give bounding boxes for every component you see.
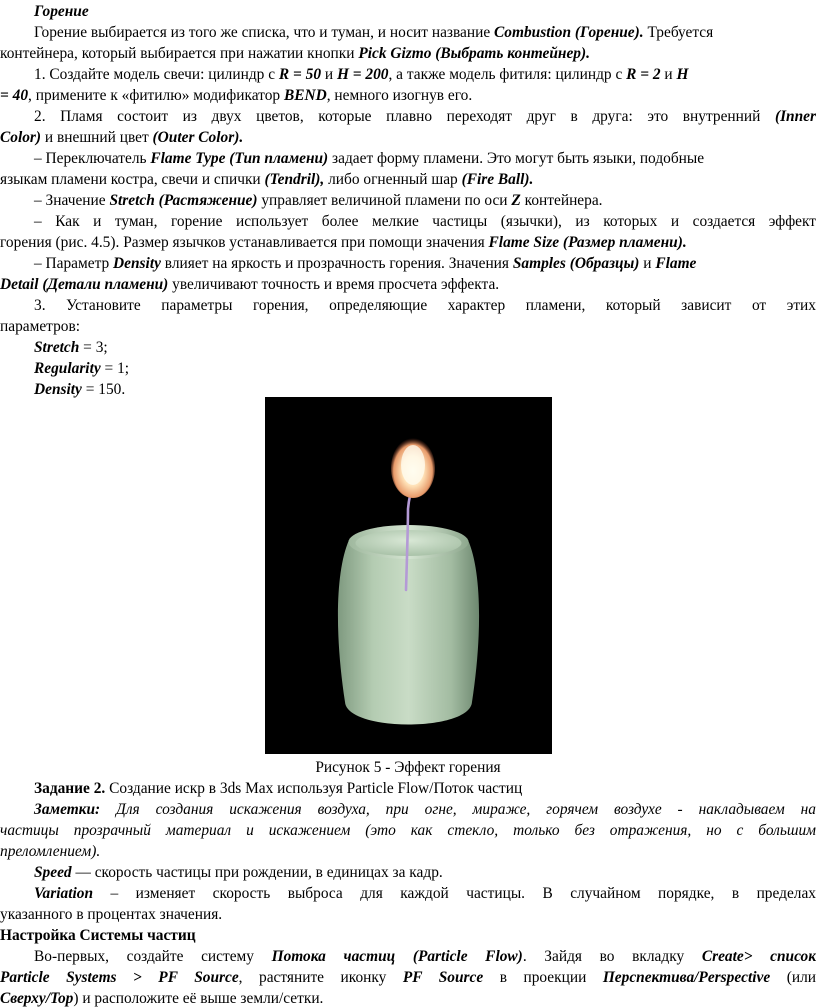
term-combustion: Combustion (Горение). bbox=[494, 24, 644, 41]
variation-definition: указанного в процентах значения. bbox=[0, 906, 223, 923]
paragraph-line: языкам пламени костра, свечи и спички (Tendril), либо огненный шар (Fire Ball). bbox=[0, 171, 534, 188]
setup-line: Во-первых, создайте систему Потока частиц (Particle Flow). Зайдя во вкладку Create> список bbox=[34, 948, 816, 965]
setup-heading: Настройка Системы частиц bbox=[0, 927, 196, 944]
term-bend: BEND bbox=[283, 87, 327, 104]
paragraph-line: Detail (Детали пламени) увеличивают точность и время просчета эффекта. bbox=[0, 276, 500, 293]
paragraph-line: – Переключатель Flame Type (Тип пламени) задает форму пламени. Это могут быть языки, подобные bbox=[34, 150, 705, 167]
candle-body bbox=[338, 540, 479, 725]
task-2-title: Задание 2. Создание искр в 3ds Max используя Particle Flow/Поток частиц bbox=[34, 780, 523, 797]
paragraph-line: Горение выбирается из того же списка, что и туман, и носит название Combustion (Горение). Требуется bbox=[34, 24, 714, 41]
paragraph-line: 1. Создайте модель свечи: цилиндр с R = 50 и H = 200, а также модель фитиля: цилиндр с R = 2 и H bbox=[34, 66, 689, 83]
notes-line: преломлением). bbox=[0, 843, 101, 860]
setup-line: Сверху/Top) и расположите её выше земли/сетки. bbox=[0, 990, 324, 1007]
paragraph-line: 3. Установите параметры горения, определяющие характер пламени, который зависит от этих bbox=[34, 297, 816, 314]
term-flame-size: Flame Size (Размер пламени). bbox=[488, 234, 687, 251]
term-density: Density bbox=[113, 255, 161, 272]
paragraph-line: параметров: bbox=[0, 318, 81, 335]
param-density: Density = 150. bbox=[34, 381, 126, 398]
candle-render-illustration bbox=[265, 397, 552, 754]
notes-line: частицы прозрачный материал и искажением (это как стекло, только без отражения, но с большим bbox=[0, 822, 816, 839]
candle-flame-figure bbox=[265, 397, 552, 754]
paragraph-line: – Параметр Density влияет на яркость и прозрачность горения. Значения Samples (Образцы) и Flame bbox=[34, 255, 697, 272]
paragraph-line: = 40, примените к «фитилю» модификатор BEND, немного изогнув его. bbox=[0, 87, 473, 104]
speed-definition: Speed — скорость частицы при рождении, в единицах за кадр. bbox=[34, 864, 443, 881]
flame-core bbox=[401, 445, 425, 485]
paragraph-line: – Значение Stretch (Растяжение) управляет величиной пламени по оси Z контейнера. bbox=[34, 192, 603, 209]
paragraph-line: 2. Пламя состоит из двух цветов, которые плавно переходят друг в друга: это внутренний (Inner bbox=[34, 108, 816, 125]
term-pick-gizmo: Pick Gizmo (Выбрать контейнер). bbox=[358, 45, 590, 62]
figure-caption: Рисунок 5 - Эффект горения bbox=[315, 759, 501, 776]
param-regularity: Regularity = 1; bbox=[34, 360, 130, 377]
term-stretch: Stretch (Растяжение) bbox=[109, 192, 258, 209]
paragraph-line: контейнера, который выбирается при нажатии кнопки Pick Gizmo (Выбрать контейнер). bbox=[0, 45, 590, 62]
paragraph-line: – Как и туман, горение использует более мелкие частицы (язычки), из которых и создается эффект bbox=[34, 213, 816, 230]
variation-definition: Variation – изменяет скорость выброса для каждой частицы. В случайном порядке, в пределах bbox=[34, 885, 816, 902]
paragraph-line: Color) и внешний цвет (Outer Color). bbox=[0, 129, 244, 146]
param-stretch: Stretch = 3; bbox=[34, 339, 108, 356]
paragraph-line: горения (рис. 4.5). Размер язычков устанавливается при помощи значения Flame Size (Размер пламени). bbox=[0, 234, 687, 251]
notes-line: Заметки: Для создания искажения воздуха, при огне, мираже, горячем воздухе - накладываем на bbox=[34, 801, 816, 818]
term-flame-type: Flame Type (Тип пламени) bbox=[150, 150, 329, 167]
setup-line: Particle Systems > PF Source, растяните иконку PF Source в проекции Перспектива/Perspective (или bbox=[0, 969, 816, 986]
section-heading-combustion: Горение bbox=[34, 3, 89, 20]
